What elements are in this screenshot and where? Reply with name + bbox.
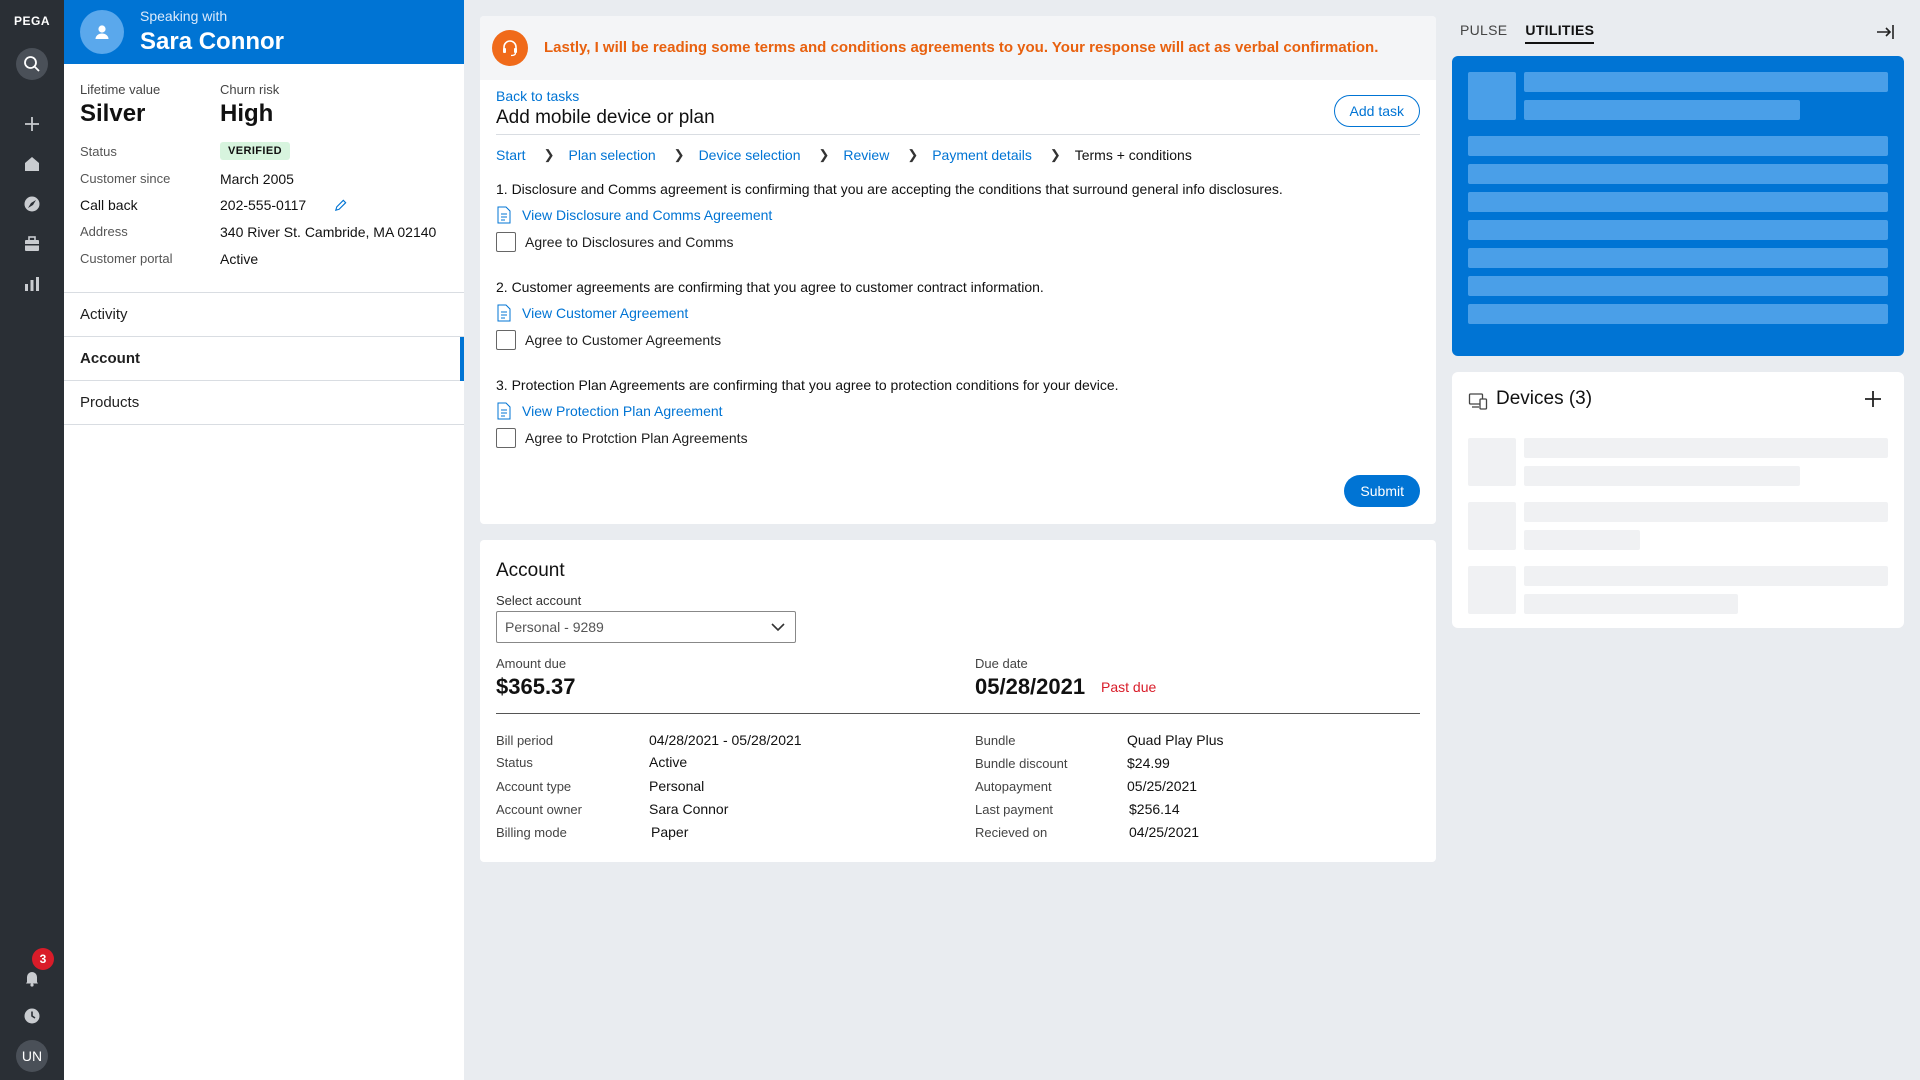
tab-pulse[interactable]: PULSE (1460, 22, 1508, 38)
billing-mode-value: Paper (651, 824, 689, 840)
placeholder-block (1468, 248, 1888, 268)
bill-period-value: 04/28/2021 - 05/28/2021 (649, 732, 802, 748)
view-disclosure-link[interactable] (496, 206, 772, 224)
chevron-right-icon: ❯ (818, 147, 830, 162)
step-payment-details[interactable]: Payment details (932, 147, 1032, 163)
chevron-right-icon: ❯ (543, 147, 555, 162)
document-icon (496, 402, 512, 420)
nav-item-products[interactable]: Products (64, 381, 464, 425)
back-to-tasks-link[interactable]: Back to tasks (496, 88, 580, 104)
document-icon (496, 206, 512, 224)
add-task-button[interactable]: Add task (1334, 95, 1420, 127)
chevron-right-icon: ❯ (907, 147, 919, 162)
amount-due-label: Amount due (496, 656, 567, 671)
nav-item-activity[interactable]: Activity (64, 293, 464, 337)
tab-utilities[interactable]: UTILITIES (1525, 22, 1594, 44)
call-back-phone-link[interactable]: 202-555-0117 (220, 197, 307, 213)
churn-risk-label: Churn risk (220, 82, 280, 97)
search-icon[interactable] (16, 48, 48, 80)
customer-nav (64, 292, 464, 425)
due-date-label: Due date (975, 656, 1028, 671)
placeholder-block (1468, 502, 1516, 550)
speaking-with-label: Speaking with (140, 8, 228, 24)
autopayment-label: Autopayment (975, 779, 1052, 794)
placeholder-block (1468, 164, 1888, 184)
clock-icon[interactable] (16, 1000, 48, 1032)
placeholder-block (1524, 438, 1888, 458)
account-status-value: Active (649, 754, 688, 770)
agree-customer-label: Agree to Customer Agreements (525, 332, 722, 348)
autopayment-value: 05/25/2021 (1127, 778, 1198, 794)
agree-protection-label: Agree to Protction Plan Agreements (525, 430, 748, 446)
plus-icon[interactable] (16, 108, 48, 140)
placeholder-block (1468, 136, 1888, 156)
bundle-discount-label: Bundle discount (975, 756, 1068, 771)
customer-since-label: Customer since (80, 171, 171, 186)
call-back-label: Call back (80, 197, 138, 213)
placeholder-block (1468, 192, 1888, 212)
status-label: Status (80, 144, 117, 159)
placeholder-block (1524, 502, 1888, 522)
address-label: Address (80, 224, 128, 239)
view-customer-agreement-link[interactable] (496, 304, 688, 322)
home-icon[interactable] (16, 148, 48, 180)
placeholder-block (1468, 72, 1516, 120)
received-on-value: 04/25/2021 (1129, 824, 1200, 840)
headset-icon (492, 30, 528, 66)
clause-3-text: 3. Protection Plan Agreements are confirming that you agree to protection conditions for your device. (496, 377, 1119, 393)
account-title: Account (496, 560, 565, 581)
customer-portal-value: Active (220, 251, 259, 267)
bundle-value: Quad Play Plus (1127, 732, 1224, 748)
utility-tabs (1460, 22, 1612, 44)
agree-protection-row (496, 428, 748, 448)
banner-message: Lastly, I will be reading some terms and conditions agreements to you. Your response will act as verbal confirmation. (544, 39, 1379, 56)
reports-icon[interactable] (16, 268, 48, 300)
placeholder-block (1524, 72, 1888, 92)
nav-rail (0, 0, 64, 1080)
received-on-label: Recieved on (975, 825, 1048, 840)
last-payment-label: Last payment (975, 802, 1054, 817)
agree-disclosures-label: Agree to Disclosures and Comms (525, 234, 734, 250)
step-device-selection[interactable]: Device selection (698, 147, 801, 163)
placeholder-block (1524, 466, 1800, 486)
select-account-value: Personal - 9289 (505, 619, 604, 635)
churn-risk: High (220, 100, 274, 127)
customer-since-value: March 2005 (220, 171, 294, 187)
add-device-plus-icon[interactable] (1862, 388, 1884, 410)
placeholder-block (1468, 276, 1888, 296)
agree-customer-row (496, 330, 721, 350)
account-divider (496, 713, 1420, 714)
customer-avatar-icon (80, 10, 124, 54)
bundle-label: Bundle (975, 733, 1016, 748)
breadcrumb (496, 147, 1192, 163)
account-owner-label: Account owner (496, 802, 582, 817)
last-payment-value: $256.14 (1129, 801, 1180, 817)
customer-name: Sara Connor (140, 28, 285, 55)
task-panel (480, 16, 1436, 524)
clause-1-text: 1. Disclosure and Comms agreement is confirming that you are accepting the conditions that surround general info disclosures. (496, 181, 1283, 197)
customer-header (64, 0, 464, 64)
user-avatar[interactable]: UN (16, 1040, 48, 1072)
address-value: 340 River St. Cambride, MA 02140 (220, 224, 437, 240)
pega-logo: PEGA (13, 14, 50, 28)
title-divider (496, 134, 1420, 135)
devices-card (1452, 372, 1904, 628)
account-type-label: Account type (496, 779, 572, 794)
loading-card (1452, 56, 1904, 356)
step-start[interactable]: Start (496, 147, 526, 163)
view-protection-plan-link[interactable] (496, 402, 723, 420)
devices-icon (1468, 391, 1488, 411)
view-customer-agreement-label: View Customer Agreement (522, 305, 689, 321)
placeholder-block (1524, 594, 1738, 614)
billing-mode-label: Billing mode (496, 825, 567, 840)
placeholder-block (1524, 566, 1888, 586)
customer-portal-label: Customer portal (80, 251, 173, 266)
chevron-right-icon: ❯ (1049, 147, 1061, 162)
bell-icon[interactable] (16, 952, 48, 994)
placeholder-block (1468, 566, 1516, 614)
account-panel (480, 540, 1436, 862)
chevron-right-icon: ❯ (673, 147, 685, 162)
nav-item-account[interactable]: Account (64, 337, 464, 381)
collapse-panel-icon[interactable] (1875, 22, 1895, 42)
due-date-value: 05/28/2021 (975, 674, 1086, 699)
view-protection-plan-label: View Protection Plan Agreement (522, 403, 723, 419)
document-icon (496, 304, 512, 322)
bundle-discount-value: $24.99 (1127, 755, 1170, 771)
agree-customer-checkbox[interactable] (496, 330, 516, 350)
select-account-label: Select account (496, 593, 582, 608)
agree-disclosures-row (496, 232, 734, 252)
devices-title: Devices (3) (1496, 388, 1593, 409)
step-terms-conditions: Terms + conditions (1074, 147, 1192, 163)
lifetime-value-label: Lifetime value (80, 82, 161, 97)
edit-pencil-icon[interactable] (333, 198, 348, 213)
notification-badge: 3 (32, 948, 54, 970)
past-due-label: Past due (1101, 679, 1157, 695)
lifetime-value: Silver (80, 100, 146, 127)
agree-protection-checkbox[interactable] (496, 428, 516, 448)
customer-panel (64, 0, 464, 1080)
step-review[interactable]: Review (843, 147, 890, 163)
submit-button[interactable]: Submit (1344, 475, 1420, 507)
script-banner (480, 16, 1436, 80)
explore-icon[interactable] (16, 188, 48, 220)
briefcase-icon[interactable] (16, 228, 48, 260)
chevron-down-icon (771, 622, 785, 632)
placeholder-block (1468, 220, 1888, 240)
placeholder-block (1524, 530, 1640, 550)
agree-disclosures-checkbox[interactable] (496, 232, 516, 252)
placeholder-block (1468, 438, 1516, 486)
bill-period-label: Bill period (496, 733, 554, 748)
status-badge: VERIFIED (220, 142, 290, 160)
task-title: Add mobile device or plan (496, 107, 715, 128)
account-status-label: Status (496, 755, 533, 770)
amount-due-value: $365.37 (496, 674, 576, 699)
placeholder-block (1524, 100, 1800, 120)
view-disclosure-link-label: View Disclosure and Comms Agreement (522, 207, 773, 223)
clause-2-text: 2. Customer agreements are confirming that you agree to customer contract information. (496, 279, 1044, 295)
placeholder-block (1468, 304, 1888, 324)
account-type-value: Personal (649, 778, 705, 794)
account-owner-value: Sara Connor (649, 801, 729, 817)
select-account-dropdown[interactable] (496, 611, 796, 643)
step-plan-selection[interactable]: Plan selection (568, 147, 656, 163)
